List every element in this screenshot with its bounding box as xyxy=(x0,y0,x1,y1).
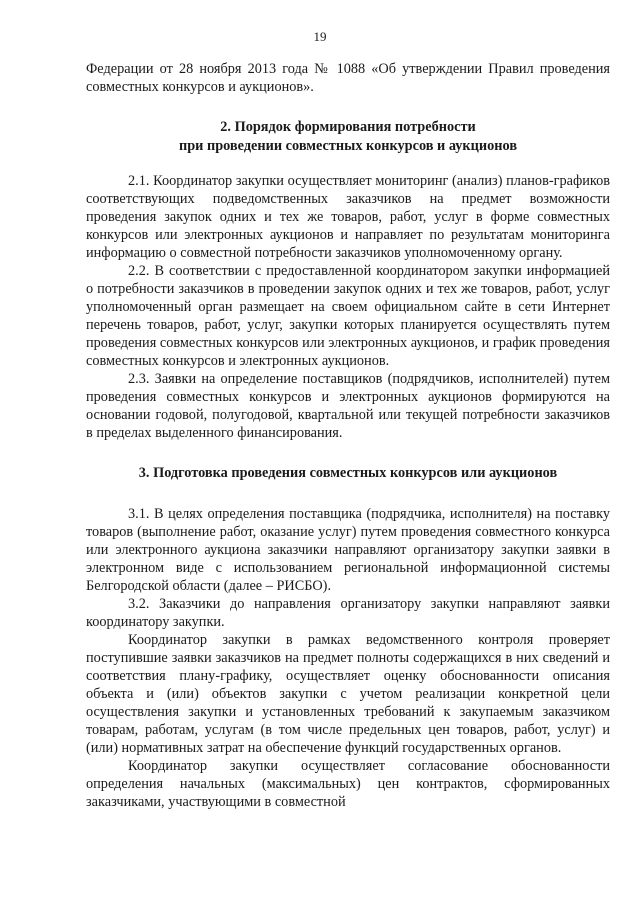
paragraph-2-1: 2.1. Координатор закупки осуществляет мониторинг (анализ) планов-графиков соответствующих подведомственных заказчиков на предмет возможности проведения закупок одних и тех же товаров, работ, услуг в форме совместных конкурсов или электронных аукционов и направляет по результатам мониторинга информацию о совместной потребности заказчиков уполномоченному органу. xyxy=(86,173,610,261)
section-2-heading xyxy=(86,118,610,156)
section-3-heading: 3. Подготовка проведения совместных конкурсов или аукционов xyxy=(138,465,558,481)
document-body xyxy=(86,60,610,811)
paragraph-3-2: 3.2. Заказчики до направления организатору закупки направляют заявки координатору закупки. xyxy=(86,596,610,630)
section-2-title-line2: при проведении совместных конкурсов и аукционов xyxy=(178,138,518,154)
paragraph-2-3: 2.3. Заявки на определение поставщиков (подрядчиков, исполнителей) путем проведения совместных конкурсов и электронных аукционов формируются на основании годовой, полугодовой, квартальной или текущей потребности заказчиков в пределах выделенного финансирования. xyxy=(86,371,610,441)
paragraph-3-1: 3.1. В целях определения поставщика (подрядчика, исполнителя) на поставку товаров (выполнение работ, оказание услуг) путем проведения совместного конкурса или электронного аукциона заказчики направляют организатору закупки заявки в электронном виде с использованием региональной информационной системы Белгородской области (далее – РИСБО). xyxy=(86,506,610,594)
paragraph-3-3: Координатор закупки в рамках ведомственного контроля проверяет поступившие заявки заказчиков на предмет полноты содержащихся в них сведений и соответствия плану-графику, осуществляет оценку обоснованности описания объекта и (или) объектов закупки с учетом реализации конкретной цели осуществления закупки и установленных требований к закупаемым заказчиком товарам, работам, услугам (в том числе предельных цен товаров, работ, услуг) и (или) нормативных затрат на обеспечение функций государственных органов. xyxy=(86,632,610,756)
page-number: 19 xyxy=(313,29,327,44)
intro-paragraph: Федерации от 28 ноября 2013 года № 1088 «Об утверждении Правил проведения совместных конкурсов и аукционов». xyxy=(86,61,610,95)
paragraph-2-2: 2.2. В соответствии с предоставленной координатором закупки информацией о потребности заказчиков в проведении закупок одних и тех же товаров, работ, услуг уполномоченный орган размещает на своем официальном сайте в сети Интернет перечень товаров, работ, услуг, закупки которых планируется осуществлять путем проведения совместных конкурсов или электронных аукционов, и график проведения совместных конкурсов и электронных аукционов. xyxy=(86,263,610,369)
section-2-title-line1: 2. Порядок формирования потребности xyxy=(220,119,476,135)
paragraph-3-4: Координатор закупки осуществляет согласование обоснованности определения начальных (максимальных) цен контрактов, сформированных заказчиками, участвующими в совместной xyxy=(86,758,610,810)
